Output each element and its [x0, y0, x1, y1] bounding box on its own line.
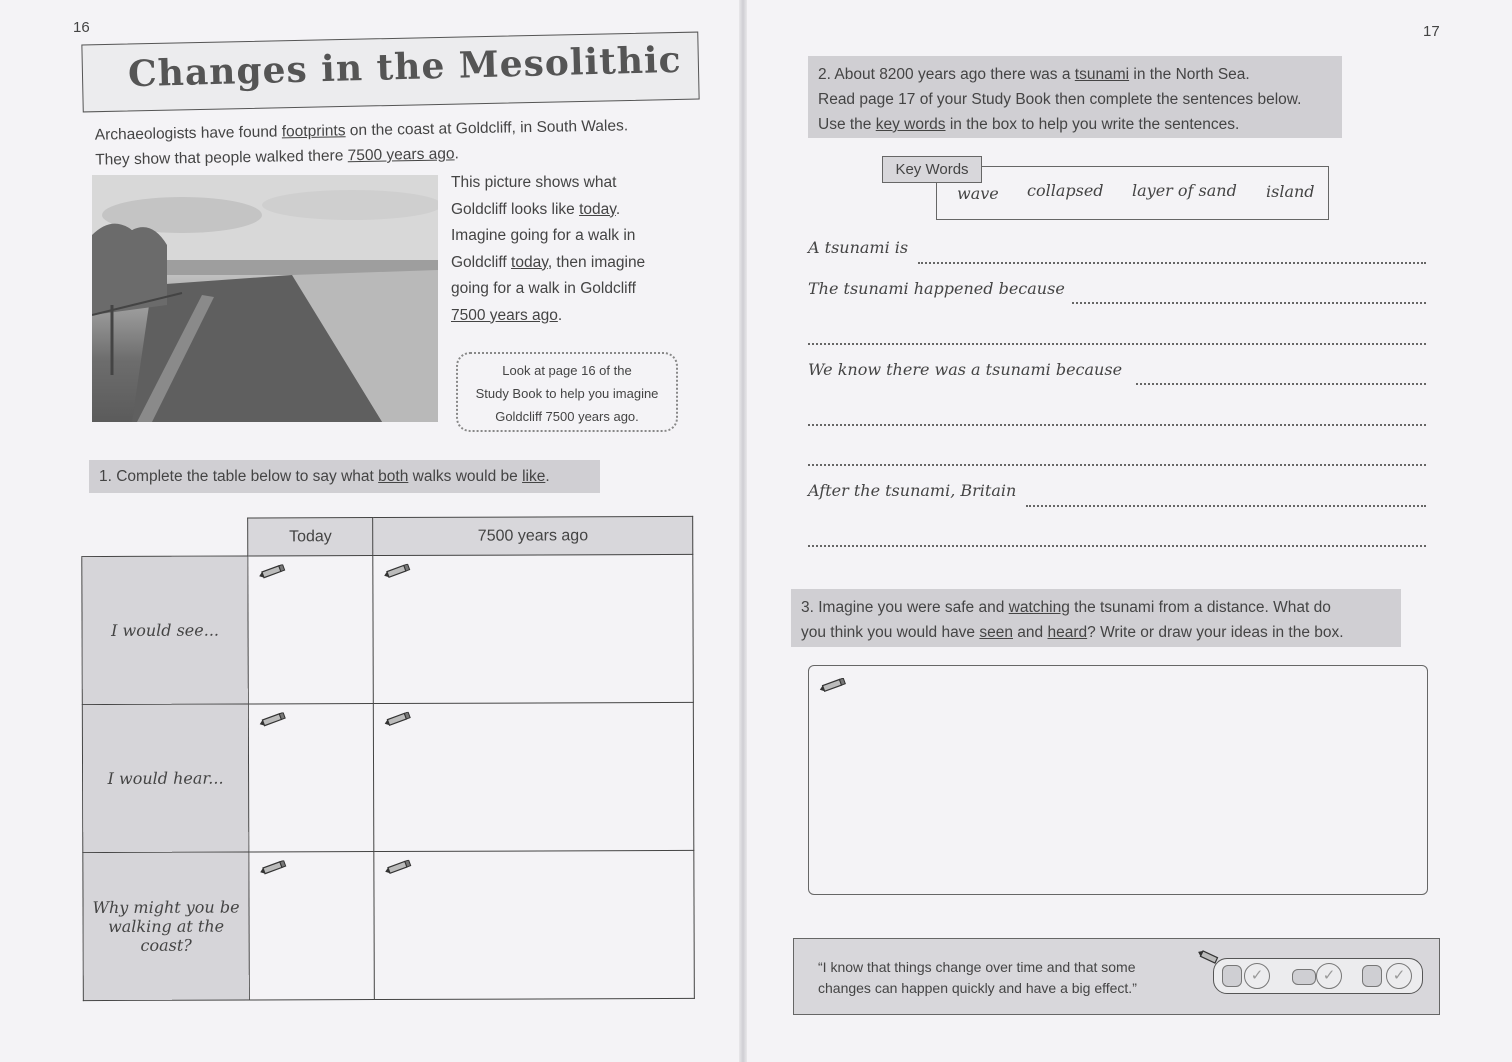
pencil-icon [819, 678, 847, 692]
table-corner [82, 518, 248, 557]
answer-line-4[interactable] [1136, 383, 1426, 385]
pencil-icon [259, 712, 287, 726]
column-header-7500: 7500 years ago [373, 516, 693, 555]
thumbs-down-icon[interactable] [1362, 965, 1382, 987]
thumbs-up-icon[interactable] [1222, 965, 1242, 987]
answer-cell-see-today[interactable] [248, 556, 374, 704]
answer-line-2[interactable] [1072, 302, 1426, 304]
draw-ideas-box[interactable] [808, 665, 1428, 895]
sentence-starter-2: The tsunami happened because [808, 279, 1065, 298]
pencil-icon [385, 860, 413, 874]
study-book-tip: Look at page 16 of the Study Book to help you imagine Goldcliff 7500 years ago. [456, 352, 678, 432]
key-word-island: island [1266, 182, 1315, 201]
right-page [744, 0, 1512, 1062]
answer-line-7[interactable] [1026, 505, 1426, 507]
tick-icon[interactable]: ✓ [1316, 963, 1342, 989]
row-label-hear: I would hear... [82, 704, 249, 853]
question-2: 2. About 8200 years ago there was a tsunami in the North Sea. Read page 17 of your Study Book then complete the sentences below. Use the key words in the box to help you write the sentences. [808, 56, 1342, 138]
intro-text: Archaeologists have found footprints on the coast at Goldcliff, in South Wales. They show that people walked there 7500 years ago. [94, 117, 629, 169]
pencil-icon [259, 860, 287, 874]
walk-comparison-table [81, 516, 695, 1001]
thumbs-sideways-icon[interactable] [1292, 969, 1316, 985]
tick-icon[interactable]: ✓ [1386, 963, 1412, 989]
page-number-right: 17 [1423, 23, 1440, 40]
tick-icon[interactable]: ✓ [1244, 963, 1270, 989]
answer-line-6[interactable] [808, 464, 1426, 466]
row-label-see: I would see... [82, 556, 249, 705]
row-label-why: Why might you be walking at the coast? [83, 852, 250, 1001]
answer-line-3[interactable] [808, 343, 1426, 345]
coast-scene-icon [92, 175, 438, 422]
book-spine [739, 0, 747, 1062]
question-3: 3. Imagine you were safe and watching the tsunami from a distance. What do you think you would have seen and heard? Write or draw your ideas in the box. [791, 589, 1401, 647]
learning-objective-text: “I know that things change over time and that some changes can happen quickly and have a big effect.” [818, 959, 1137, 996]
goldcliff-photo [92, 175, 438, 422]
self-assessment-rating [1213, 958, 1423, 994]
key-word-wave: wave [957, 184, 999, 203]
column-header-today: Today [248, 518, 374, 556]
answer-line-8[interactable] [808, 545, 1426, 547]
pencil-icon [384, 712, 412, 726]
answer-cell-see-past[interactable] [373, 554, 693, 703]
answer-line-5[interactable] [808, 424, 1426, 426]
key-word-collapsed: collapsed [1027, 181, 1104, 200]
answer-cell-why-today[interactable] [249, 852, 375, 1000]
key-words-label: Key Words [882, 156, 982, 183]
answer-line-1[interactable] [918, 262, 1426, 264]
page-title: Changes in the Mesolithic [127, 38, 683, 96]
answer-cell-why-past[interactable] [374, 850, 694, 999]
pencil-icon [258, 564, 286, 578]
sentence-starter-1: A tsunami is [808, 238, 909, 257]
photo-caption: This picture shows what Goldcliff looks like today. Imagine going for a walk in Goldcliff today, then imagine going for a walk in Goldcliff 7500 years ago. [451, 174, 646, 324]
page-number-left: 16 [73, 19, 90, 36]
sentence-starter-4: After the tsunami, Britain [808, 481, 1017, 500]
key-word-layer-of-sand: layer of sand [1132, 181, 1237, 200]
pencil-icon [384, 564, 412, 578]
answer-cell-hear-today[interactable] [248, 704, 374, 852]
question-1: 1. Complete the table below to say what both walks would be like. [89, 460, 600, 493]
answer-cell-hear-past[interactable] [374, 702, 694, 851]
sentence-starter-3: We know there was a tsunami because [808, 360, 1123, 379]
